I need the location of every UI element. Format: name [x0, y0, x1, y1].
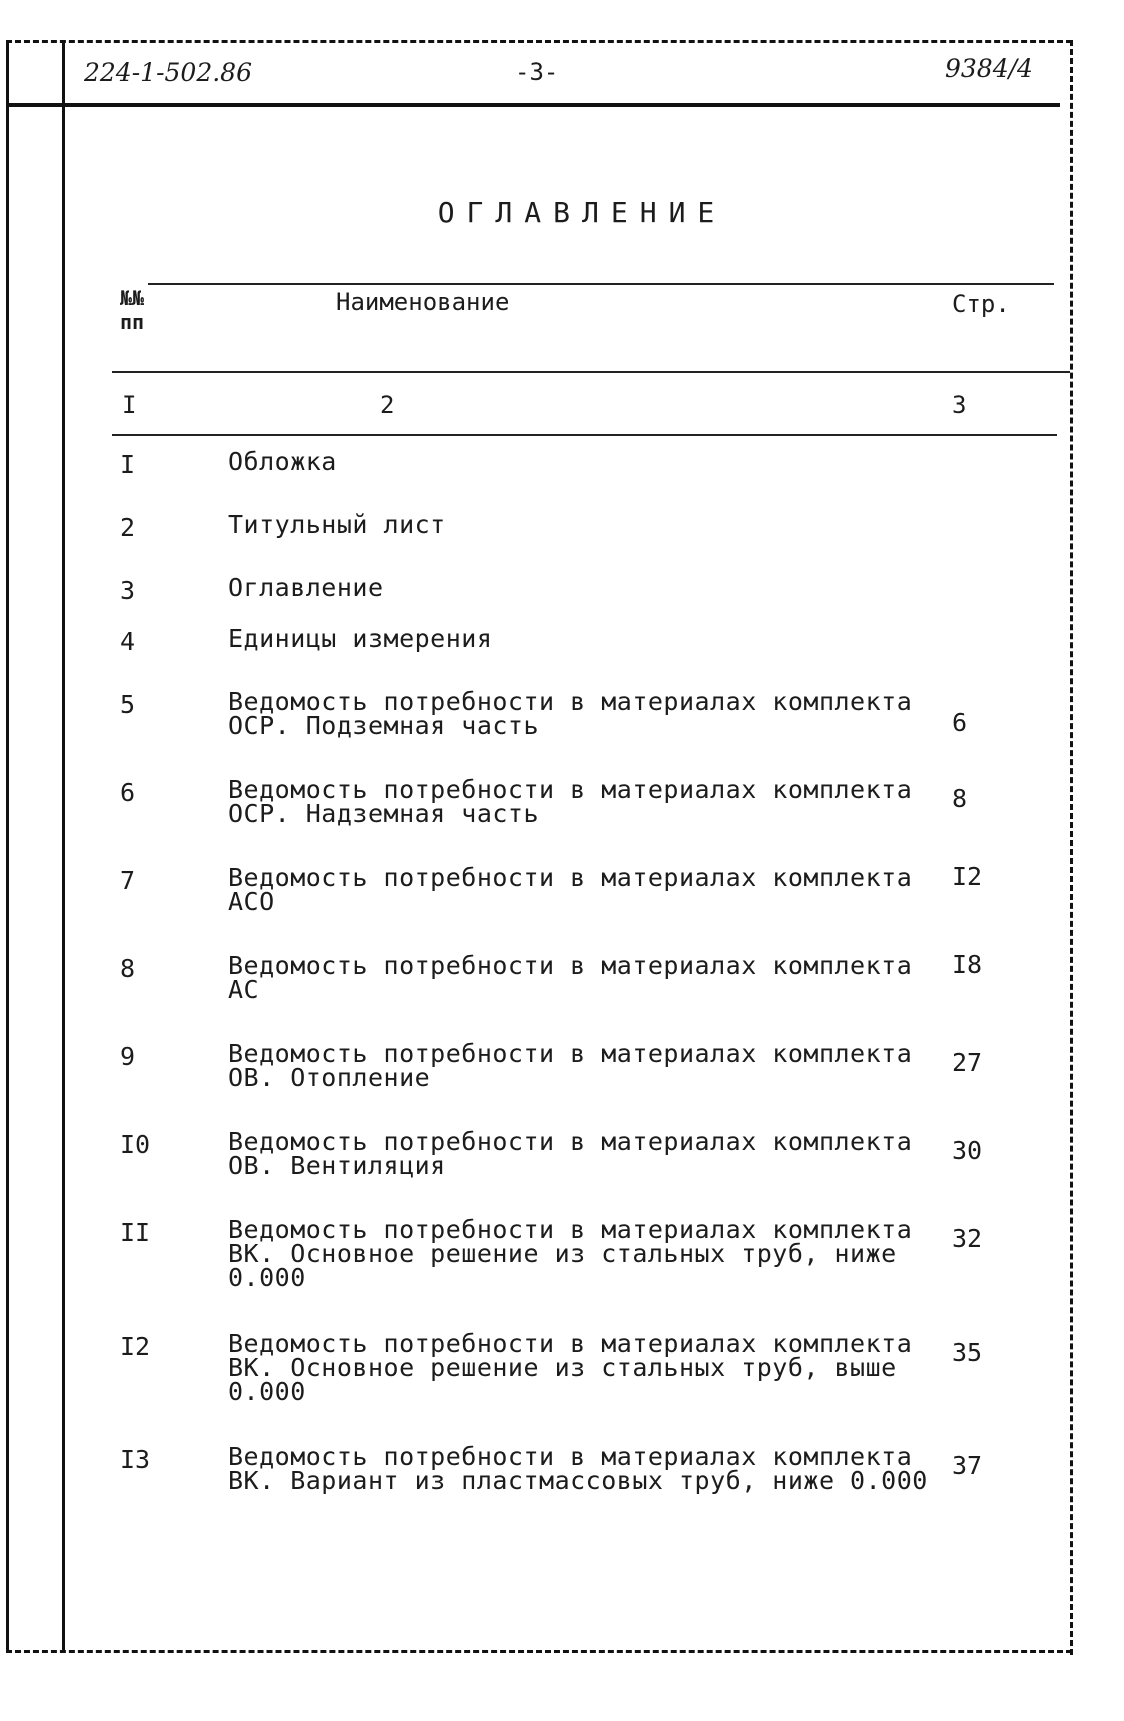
column-number-3: 3 [952, 391, 967, 419]
row-number: I0 [120, 1130, 151, 1159]
row-number: 8 [120, 954, 136, 983]
table-top-rule [148, 283, 1054, 285]
table-row [0, 1127, 1124, 1218]
row-page: 37 [952, 1451, 983, 1480]
row-title: Ведомость потребности в материалах комплекта ВК. Основное решение из стальных труб, выше 0.000 [228, 1329, 913, 1406]
row-title: Единицы измерения [228, 624, 493, 653]
row-title: Обложка [228, 447, 337, 476]
row-number: 2 [120, 513, 136, 542]
row-page: 35 [952, 1338, 983, 1367]
row-page: 30 [952, 1136, 983, 1165]
row-page: I2 [952, 862, 983, 891]
row-title: Ведомость потребности в материалах комплекта ОСР. Подземная часть [228, 687, 913, 740]
row-title: Титульный лист [228, 510, 446, 539]
column-number-2: 2 [380, 391, 395, 419]
row-page: 27 [952, 1048, 983, 1077]
row-page: 32 [952, 1224, 983, 1253]
row-number: II [120, 1218, 151, 1247]
row-number: 9 [120, 1042, 136, 1071]
table-body [0, 447, 1124, 1525]
archive-number: 9384/4 [945, 54, 1033, 83]
table-row [0, 510, 1124, 576]
table-row [0, 624, 1124, 690]
row-number: I [120, 450, 136, 479]
row-number: I2 [120, 1332, 151, 1361]
table-row [0, 573, 1124, 627]
table-row [0, 950, 1124, 1042]
header-separator [6, 103, 1060, 107]
column-header-number: №№ пп [120, 286, 145, 334]
table-header-rule [112, 371, 1070, 373]
row-title: Ведомость потребности в материалах комплекта ВК. Вариант из пластмассовых труб, ниже 0.000 [228, 1442, 928, 1495]
row-number: 4 [120, 627, 136, 656]
table-row [0, 447, 1124, 513]
row-page: I8 [952, 950, 983, 979]
row-title: Ведомость потребности в материалах комплекта ОСР. Надземная часть [228, 775, 913, 828]
column-header-page: Стр. [952, 290, 1010, 318]
row-number: I3 [120, 1445, 151, 1474]
table-row [0, 1039, 1124, 1130]
column-header-name: Наименование [336, 288, 510, 316]
row-title: Ведомость потребности в материалах комплекта АСО [228, 863, 913, 916]
page-number: -3- [515, 58, 559, 86]
row-title: Ведомость потребности в материалах комплекта ОВ. Вентиляция [228, 1127, 913, 1180]
table-row [0, 1329, 1124, 1445]
frame-bottom-border [6, 1650, 1072, 1653]
table-row [0, 775, 1124, 866]
table-row [0, 1215, 1124, 1332]
table-row [0, 862, 1124, 954]
row-page: 6 [952, 708, 968, 737]
row-title: Оглавление [228, 573, 384, 602]
row-title: Ведомость потребности в материалах комплекта ВК. Основное решение из стальных труб, ниже 0.000 [228, 1215, 913, 1292]
document-code: 224-1-502.86 [84, 58, 252, 87]
table-row [0, 687, 1124, 778]
row-number: 6 [120, 778, 136, 807]
row-page: 8 [952, 784, 968, 813]
page-title: ОГЛАВЛЕНИЕ [437, 196, 727, 229]
frame-top-border [6, 40, 1072, 43]
table-body-rule [112, 434, 1057, 436]
row-number: 7 [120, 866, 136, 895]
row-title: Ведомость потребности в материалах комплекта ОВ. Отопление [228, 1039, 913, 1092]
row-number: 3 [120, 576, 136, 605]
column-number-1: I [122, 391, 137, 419]
table-row [0, 1442, 1124, 1525]
row-number: 5 [120, 690, 136, 719]
row-title: Ведомость потребности в материалах комплекта АС [228, 951, 913, 1004]
